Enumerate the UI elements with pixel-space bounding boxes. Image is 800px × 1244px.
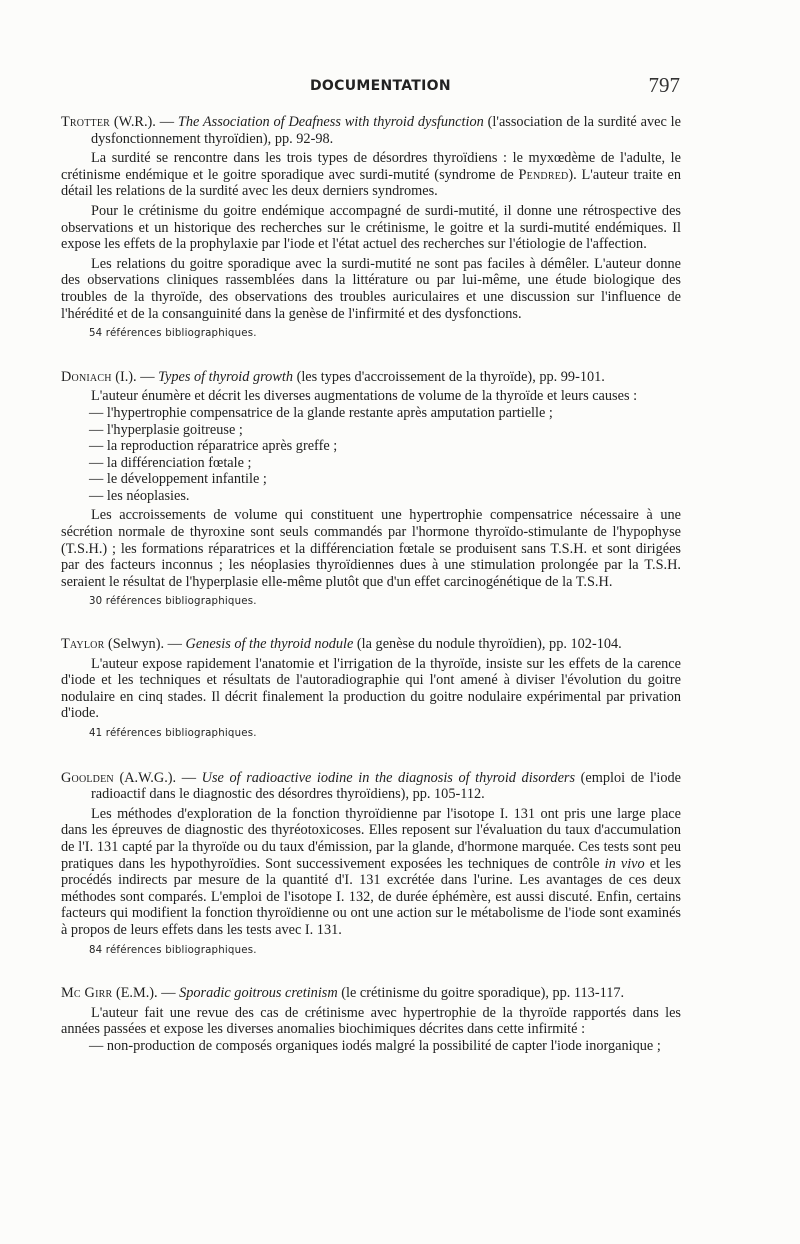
entry-heading [61,369,681,386]
article-translation: (les types d'accroissement de la thyroïde), pp. 99-101. [296,368,605,385]
cited-author: Pendred [518,166,569,183]
list-item: — la différenciation fœtale ; [89,455,681,472]
author-name: Doniach [61,368,112,385]
article-title: Use of radioactive iodine in the diagnosis of thyroid disorders [201,769,576,786]
page-body [61,114,681,1055]
list-item: — la reproduction réparatrice après greffe ; [89,438,681,455]
abstract-paragraph: Les accroissements de volume qui constituent une hypertrophie compensatrice nécessaire à une sécrétion normale de thyroxine sont seuls commandés par l'hormone thyroïdo-stimulante de l'hypophyse (T.S.H.) ; les formations réparatrices et la différenciation fœtale se produisent sans T.S.H. et sont dirigées par des facteurs inconnus ; les néoplasies thyroïdiennes dues à une stimulation prolongée par la T.S.H. seraient le résultat de l'hyperplasie elle-même plutôt que d'un effet carcinogénétique de la T.S.H. [61,507,681,590]
dash: — [167,636,182,653]
list-item: — les néoplasies. [89,488,681,505]
author-initials: (I.). [115,368,137,385]
abstract-paragraph: Pour le crétinisme du goitre endémique accompagné de surdi-mutité, il donne une rétrospective des observations et un historique des recherches sur le crétinisme, le goitre et la surdi-mutité endémiques. Il expose les effets de la prophylaxie par l'iode et l'état actuel des recherches sur l'étiologie de l'affection. [61,202,681,253]
reference-count: 30 références bibliographiques. [89,596,257,608]
anomaly-list [61,1038,681,1055]
reference-count: 54 références bibliographiques. [89,328,257,340]
abstract-paragraph: L'auteur fait une revue des cas de crétinisme avec hypertrophie de la thyroïde rapportés dans les années passées et expose les diverses anomalies biochimiques décrites dans cette infirmité : [61,1004,681,1038]
abstract-paragraph: Les méthodes d'exploration de la fonction thyroïdienne par l'isotope I. 131 ont pris une large place dans les épreuves de diagnostic des thyréotoxicoses. Elles reposent sur l'évaluation du taux d'accumulation de l'I. 131 capté par la thyroïde ou du taux d'émission, par la glande, d'hormone marquée. Ces tests sont peu pratiques dans les hypothyroïdies. Sont successivement exposées les techniques de contrôle in vivo et les procédés indirects par mesure de la quantité d'I. 131 excrétée dans l'urine. Les avantages de ces deux méthodes sont comparés. L'emploi de l'isotope I. 132, de durée éphémère, est aussi discuté. Enfin, certains facteurs qui modifient la fonction thyroïdienne ou ont une action sur le métabolisme de l'iode sont examinés à propos de leurs effets dans les tests avec I. 131. [61,805,682,938]
dash: — [161,985,176,1002]
author-name: Goolden [61,769,114,786]
abstract-paragraph: L'auteur expose rapidement l'anatomie et l'irrigation de la thyroïde, insiste sur les effets de la carence d'iode et les techniques et résultats de l'autoradiographie qui l'ont amené à diviser l'évolution du goitre nodulaire en cinq stades. Il décrit finalement la production du goitre nodulaire expérimental par privation d'iode. [61,655,681,722]
article-translation: (l'association de la surdité avec le dysfonctionnement thyroïdien), pp. 92-98. [91,114,681,147]
article-title: The Association of Deafness with thyroid dysfunction [177,114,484,130]
dash: — [159,114,175,130]
bibliography-entry-trotter [61,114,681,343]
author-initials: (A.W.G.). [119,769,177,786]
abstract-paragraph: L'auteur énumère et décrit les diverses augmentations de volume de la thyroïde et leurs causes : [91,388,638,405]
author-initials: (W.R.). [113,114,156,130]
list-item: — l'hypertrophie compensatrice de la glande restante après amputation partielle ; [89,405,681,422]
bibliography-entry-doniach [61,369,681,611]
author-name: Trotter [61,114,111,130]
author-initials: (E.M.). [115,985,158,1002]
list-item: — non-production de composés organiques iodés malgré la possibilité de capter l'iode inorganique ; [89,1038,681,1055]
article-title: Types of thyroid growth [158,368,293,385]
entry-heading [61,114,681,147]
entry-heading [61,770,681,803]
reference-count: 84 références bibliographiques. [89,944,257,956]
abstract-paragraph: Les relations du goitre sporadique avec la surdi-mutité ne sont pas faciles à démêler. L'auteur donne des observations cliniques rassemblées dans la littérature ou par lui-même, une étude biologique des troubles de la thyroïde, des observations des troubles auriculaires et une discussion sur l'influence de l'hérédité et de la consanguinité dans la genèse de l'infirmité et des dysfonctions. [61,255,681,322]
running-title: DOCUMENTATION [310,78,451,94]
page-header [60,73,680,102]
article-title: Genesis of the thyroid nodule [185,636,354,653]
dash: — [140,368,155,385]
abstract-paragraph: La surdité se rencontre dans les trois types de désordres thyroïdiens : le myxœdème de l'adulte, le crétinisme endémique et le goitre sporadique avec surdi-mutité (syndrome de Pendred). L'auteur traite en détail les relations de la surdité avec les deux derniers syndromes. [61,150,681,200]
reference-count: 41 références bibliographiques. [89,728,257,739]
bibliography-entry-goolden [61,770,681,960]
list-item: — le développement infantile ; [89,471,681,488]
cause-list [61,405,681,505]
article-translation: (la genèse du nodule thyroïdien), pp. 102-104. [356,636,622,653]
entry-heading [61,636,681,653]
latin-term: in vivo [604,855,645,872]
bibliography-entry-mcgirr [61,985,681,1054]
entry-heading [61,985,681,1002]
article-translation: (emploi de l'iode radioactif dans le diagnostic des désordres thyroïdiens), pp. 105-112. [91,769,681,803]
author-initials: (Selwyn). [108,636,165,653]
list-item: — l'hyperplasie goitreuse ; [89,422,681,439]
bibliography-entry-taylor [61,636,681,743]
article-translation: (le crétinisme du goitre sporadique), pp. 113-117. [341,985,625,1002]
author-name: Mc Girr [61,985,113,1002]
page-number: 797 [648,73,680,97]
dash: — [181,769,197,786]
author-name: Taylor [61,636,105,653]
article-title: Sporadic goitrous cretinism [179,985,338,1002]
